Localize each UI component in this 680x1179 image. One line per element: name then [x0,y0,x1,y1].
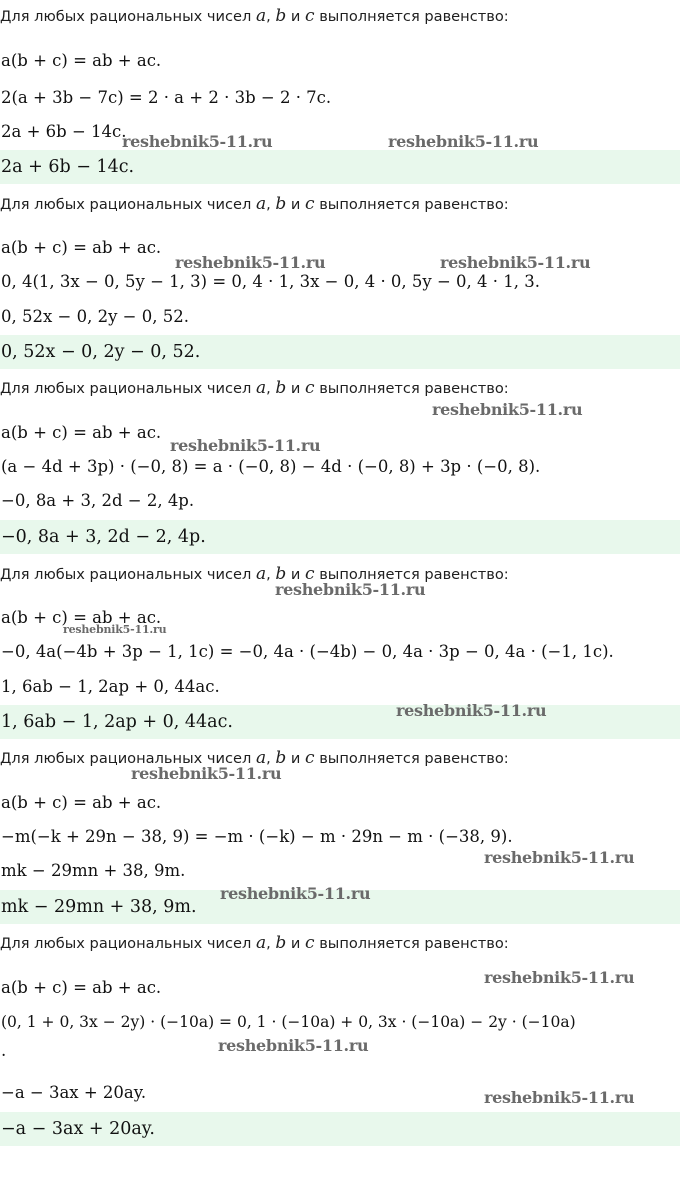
block-6-answer-box [0,1112,680,1146]
block-4-expansion: −0, 4a(−4b + 3p − 1, 1c) = −0, 4a · (−4b) − 0, 4a · 3p − 0, 4a · (−1, 1c). [1,642,614,661]
block-1-rule: a(b + c) = ab + ac. [1,51,162,70]
block-5-result: mk − 29mn + 38, 9m. [1,861,186,880]
block-5-rule: a(b + c) = ab + ac. [1,793,162,812]
block-5-intro: Для любых рациональных чисел a, b и c выполняется равенство: [0,748,509,768]
block-3-answer-box [0,520,680,554]
watermark: reshebnik5-11.ru [131,764,282,783]
block-6-answer: −a − 3ax + 20ay. [1,1119,155,1139]
block-1-expansion: 2(a + 3b − 7c) = 2 · a + 2 · 3b − 2 · 7c. [1,88,332,107]
block-6-intro: Для любых рациональных чисел a, b и c выполняется равенство: [0,933,509,953]
block-4-intro: Для любых рациональных чисел a, b и c выполняется равенство: [0,564,509,584]
watermark: reshebnik5-11.ru [388,132,539,151]
block-5-answer: mk − 29mn + 38, 9m. [1,897,197,917]
watermark: reshebnik5-11.ru [275,580,426,599]
block-3-answer: −0, 8a + 3, 2d − 2, 4p. [1,527,206,547]
watermark: reshebnik5-11.ru [484,848,635,867]
watermark: reshebnik5-11.ru [484,968,635,987]
block-2-expansion: 0, 4(1, 3x − 0, 5y − 1, 3) = 0, 4 · 1, 3x − 0, 4 · 0, 5y − 0, 4 · 1, 3. [1,272,541,291]
block-6-rule: a(b + c) = ab + ac. [1,978,162,997]
watermark: reshebnik5-11.ru [432,400,583,419]
watermark: reshebnik5-11.ru [170,436,321,455]
watermark: reshebnik5-11.ru [484,1088,635,1107]
block-1-intro: Для любых рациональных чисел a, b и c выполняется равенство: [0,6,509,26]
block-3-intro: Для любых рациональных чисел a, b и c выполняется равенство: [0,378,509,398]
block-4-answer: 1, 6ab − 1, 2ap + 0, 44ac. [1,712,233,732]
block-3-expansion: (a − 4d + 3p) · (−0, 8) = a · (−0, 8) − 4d · (−0, 8) + 3p · (−0, 8). [1,457,541,476]
block-3-result: −0, 8a + 3, 2d − 2, 4p. [1,491,195,510]
block-6-result: −a − 3ax + 20ay. [1,1083,147,1102]
watermark: reshebnik5-11.ru [220,884,371,903]
watermark: reshebnik5-11.ru [122,132,273,151]
block-6-expansion-end: . [1,1041,7,1060]
block-4-result: 1, 6ab − 1, 2ap + 0, 44ac. [1,677,220,696]
watermark: reshebnik5-11.ru [396,701,547,720]
block-2-intro: Для любых рациональных чисел a, b и c выполняется равенство: [0,194,509,214]
watermark: reshebnik5-11.ru [218,1036,369,1055]
block-2-answer: 0, 52x − 0, 2y − 0, 52. [1,342,201,362]
block-2-result: 0, 52x − 0, 2y − 0, 52. [1,307,189,326]
watermark: reshebnik5-11.ru [440,253,591,272]
block-2-answer-box [0,335,680,369]
block-2-rule: a(b + c) = ab + ac. [1,238,162,257]
block-1-result: 2a + 6b − 14c. [1,122,127,141]
block-6-expansion: (0, 1 + 0, 3x − 2y) · (−10a) = 0, 1 · (−10a) + 0, 3x · (−10a) − 2y · (−10a) [1,1013,576,1031]
watermark: reshebnik5-11.ru [63,623,167,636]
watermark: reshebnik5-11.ru [175,253,326,272]
block-4-rule: a(b + c) = ab + ac. [1,608,162,627]
block-3-rule: a(b + c) = ab + ac. [1,423,162,442]
block-1-answer-box [0,150,680,184]
block-4-answer-box [0,705,680,739]
block-1-answer: 2a + 6b − 14c. [1,157,135,177]
block-5-expansion: −m(−k + 29n − 38, 9) = −m · (−k) − m · 29n − m · (−38, 9). [1,827,513,846]
